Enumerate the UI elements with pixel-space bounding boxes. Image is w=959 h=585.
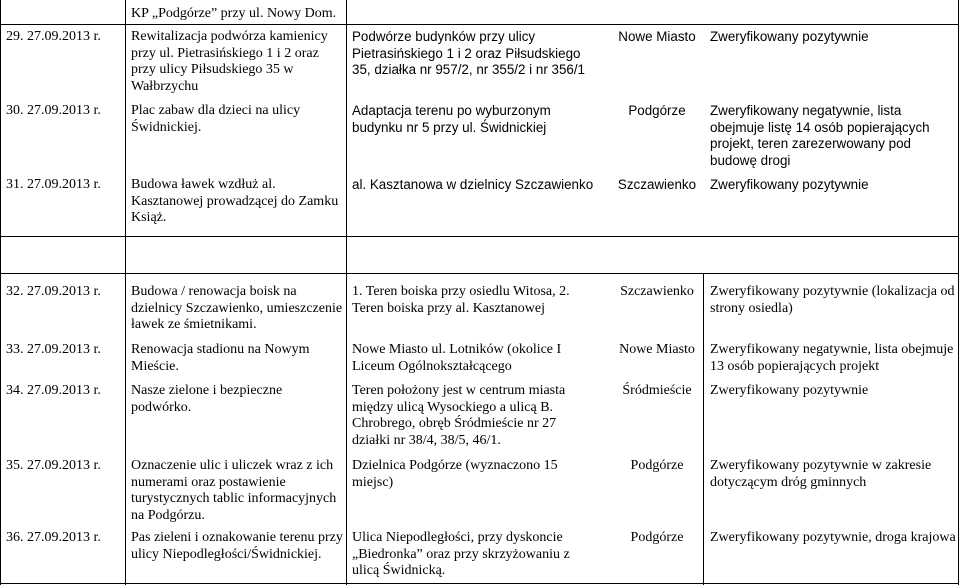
verification-status: Zweryfikowany negatywnie, lista obejmuje listę 14 osób popierających projekt, teren zarezerwowany pod budowę drogi — [710, 103, 930, 168]
column-divider — [0, 0, 1, 585]
project-district: Śródmieście — [622, 383, 692, 398]
project-title: Renowacja stadionu na Nowym Mieście. — [131, 342, 310, 374]
verification-status: Zweryfikowany pozytywnie — [710, 383, 869, 398]
project-title: Plac zabaw dla dzieci na ulicy Świdnickiej. — [131, 103, 301, 135]
project-location: 1. Teren boiska przy osiedlu Witosa, 2. Teren boiska przy al. Kasztanowej — [352, 284, 570, 316]
project-district: Podgórze — [630, 458, 684, 473]
verification-status: Zweryfikowany negatywnie, lista obejmuje 13 osób popierających projekt — [710, 342, 954, 374]
project-location: Adaptacja terenu po wyburzonym budynku nr 5 przy ul. Świdnickiej — [352, 103, 551, 135]
header-fragment: KP „Podgórze” przy ul. Nowy Dom. — [131, 6, 337, 21]
row-divider — [0, 24, 959, 25]
project-district: Szczawienko — [620, 284, 694, 299]
project-location: Ulica Niepodległości, przy dyskoncie „Biedronka” oraz przy skrzyżowaniu z ulicą Świdnicką. — [352, 530, 570, 578]
project-title: Rewitalizacja podwórza kamienicy przy ul. Pietrasińskiego 1 i 2 oraz przy ulicy Piłsudskiego 35 w Wałbrzychu — [131, 29, 328, 94]
project-location: Podwórze budynków przy ulicy Pietrasińskiego 1 i 2 oraz Piłsudskiego 35, działka nr 957/2, nr 355/2 i nr 356/1 — [352, 29, 586, 77]
row-divider — [0, 273, 959, 274]
row-number-date: 35. 27.09.2013 r. — [6, 458, 101, 473]
row-number-date: 30. 27.09.2013 r. — [6, 103, 101, 118]
verification-status: Zweryfikowany pozytywnie — [710, 29, 869, 44]
row-divider — [0, 583, 959, 584]
verification-status: Zweryfikowany pozytywnie — [710, 177, 869, 192]
project-location: Nowe Miasto ul. Lotników (okolice I Liceum Ogólnokształcącego — [352, 342, 562, 374]
verification-status: Zweryfikowany pozytywnie (lokalizacja od strony osiedla) — [710, 284, 955, 316]
project-title: Pas zieleni i oznakowanie terenu przy ulicy Niepodległości/Świdnickiej. — [131, 530, 343, 562]
project-title: Nasze zielone i bezpieczne podwórko. — [131, 383, 283, 415]
project-district: Szczawienko — [617, 177, 697, 192]
row-divider — [0, 236, 959, 237]
project-district: Nowe Miasto — [618, 29, 696, 44]
row-number-date: 36. 27.09.2013 r. — [6, 530, 101, 545]
project-title: Budowa ławek wzdłuż al. Kasztanowej prowadzącej do Zamku Książ. — [131, 177, 339, 225]
project-district: Podgórze — [630, 530, 684, 545]
project-location: Dzielnica Podgórze (wyznaczono 15 miejsc) — [352, 458, 558, 490]
row-number-date: 32. 27.09.2013 r. — [6, 284, 101, 299]
project-district: Podgórze — [628, 103, 686, 118]
column-divider — [125, 0, 126, 585]
verification-status: Zweryfikowany pozytywnie w zakresie dotyczącym dróg gminnych — [710, 458, 932, 490]
project-title: Budowa / renowacja boisk na dzielnicy Szczawienko, umieszczenie ławek ze śmietnikami. — [131, 284, 343, 332]
row-number-date: 31. 27.09.2013 r. — [6, 177, 101, 192]
column-divider — [703, 273, 704, 585]
column-divider — [346, 0, 347, 585]
project-location: al. Kasztanowa w dzielnicy Szczawienko — [352, 177, 594, 192]
project-title: Oznaczenie ulic i uliczek wraz z ich numerami oraz postawienie turystycznych tablic informacyjnych na Podgórzu. — [131, 458, 337, 523]
verification-status: Zweryfikowany pozytywnie, droga krajowa — [710, 530, 956, 545]
project-district: Nowe Miasto — [619, 342, 695, 357]
project-location: Teren położony jest w centrum miasta między ulicą Wysockiego a ulicą B. Chrobrego, obręb Śródmieście nr 27 działki nr 38/4, 38/5, 46/1. — [352, 383, 566, 448]
row-number-date: 33. 27.09.2013 r. — [6, 342, 101, 357]
row-number-date: 29. 27.09.2013 r. — [6, 29, 101, 44]
row-number-date: 34. 27.09.2013 r. — [6, 383, 101, 398]
